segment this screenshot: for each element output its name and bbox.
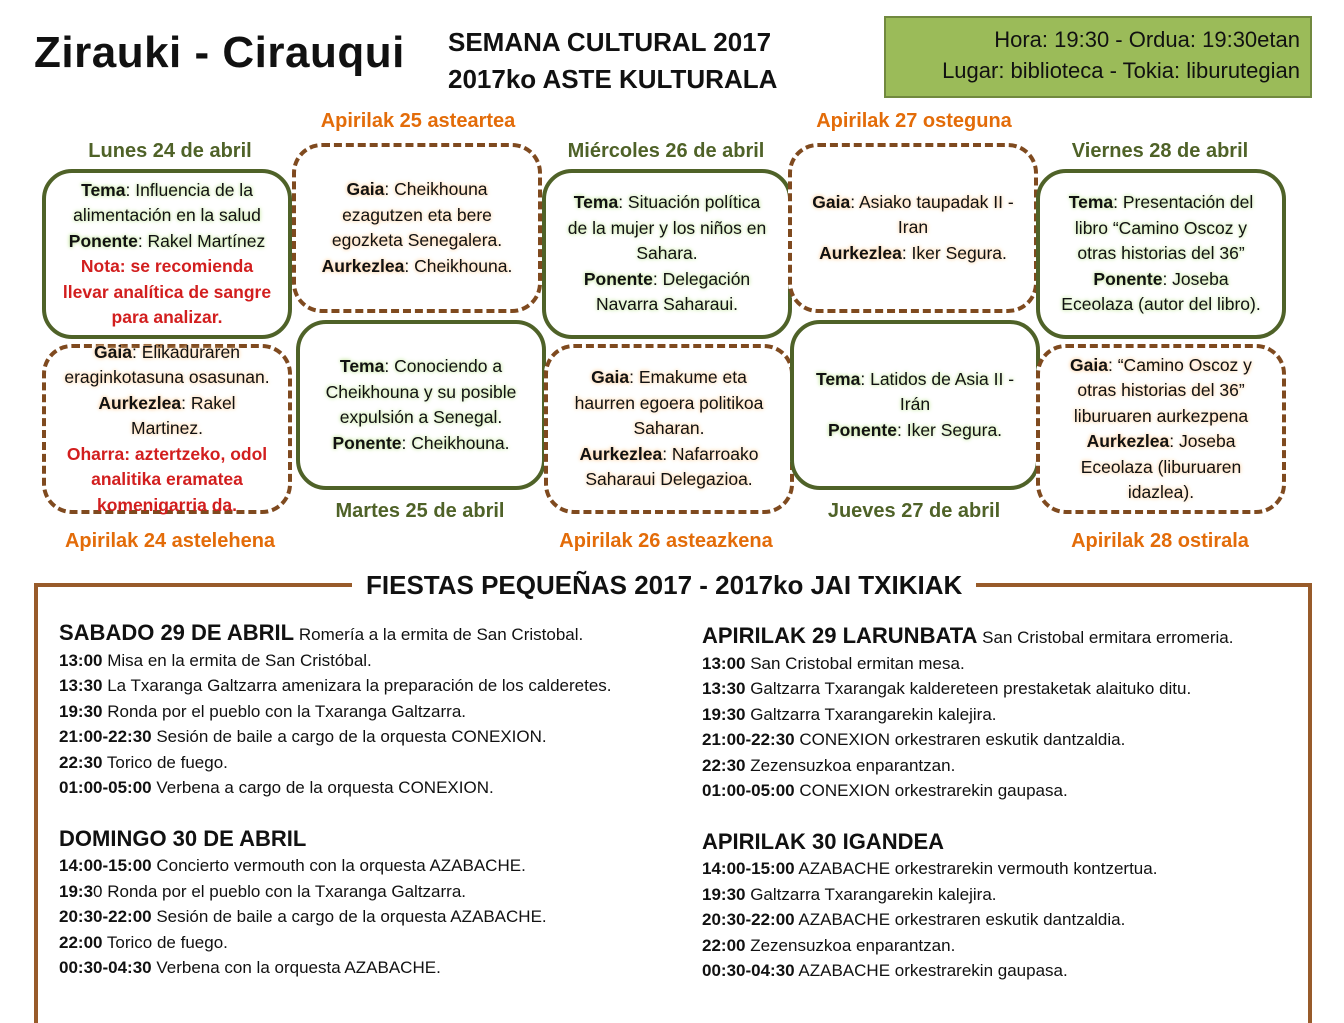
schedule-description: Torico de fuego. (102, 752, 228, 772)
day-heading: DOMINGO 30 DE ABRIL (59, 825, 307, 851)
schedule-time: 21:00-22:30 (702, 730, 795, 749)
topic-text: : Situación política de la mujer y los niños en Sahara. (567, 192, 767, 264)
topic-text: : Influencia de la alimentación en la salud (73, 179, 261, 225)
topic-key: Tema (81, 179, 126, 200)
day-intro: Romería a la ermita de San Cristobal. (294, 625, 584, 644)
speaker-text: : Delegación Navarra Saharaui. (595, 268, 751, 315)
speaker-key: Aurkezlea (579, 443, 663, 464)
schedule-time: 22:00 (702, 935, 746, 955)
schedule-description: Ronda por el pueblo con la Txaranga Galtzarra. (102, 701, 467, 721)
schedule-time: 01:00-05:00 (59, 778, 152, 797)
event-box-mon-es (42, 169, 292, 339)
note-text: Nota: se recomienda llevar analítica de sangre para analizar. (62, 256, 272, 327)
time-place-box (884, 16, 1312, 98)
fiestas-column-eu (702, 623, 1233, 984)
schedule-row (59, 853, 612, 879)
topic-key: Tema (1068, 192, 1114, 213)
schedule-list-es-sun (59, 853, 612, 981)
schedule-time: 19:30 (702, 704, 746, 724)
schedule-time: 19:3 (59, 881, 94, 901)
schedule-row (59, 904, 612, 930)
speaker-text: : Rakel Martinez. (131, 392, 236, 439)
speaker-key: Aurkezlea (819, 242, 902, 263)
schedule-time: 20:30-22:00 (59, 907, 152, 926)
speaker-key: Ponente (332, 432, 402, 453)
page-title: Zirauki - Cirauqui (34, 28, 405, 77)
schedule-row (702, 958, 1233, 984)
speaker-text: : Nafarroako Saharaui Delegazioa. (585, 443, 759, 490)
day-heading: APIRILAK 30 IGANDEA (702, 828, 945, 854)
schedule-description: Zezensuzkoa enparantzan. (745, 755, 956, 775)
schedule-description: San Cristobal ermitan mesa. (745, 653, 965, 673)
schedule-description: Zezensuzkoa enparantzan. (745, 935, 956, 955)
schedule-description: AZABACHE orkestrarekin gaupasa. (794, 961, 1068, 980)
topic-key: Tema (339, 356, 385, 376)
schedule-row (702, 882, 1233, 908)
schedule-row (59, 673, 612, 699)
schedule-description: Torico de fuego. (102, 932, 228, 952)
schedule-description: Galtzarra Txarangarekin kalejira. (745, 884, 997, 904)
speaker-text: : Cheikhouna. (401, 432, 510, 453)
schedule-row (59, 699, 612, 725)
topic-text: : Asiako taupadak II - Iran (850, 191, 1014, 238)
schedule-description: 0 Ronda por el pueblo con la Txaranga Galtzarra. (93, 881, 467, 901)
topic-text: : Latidos de Asia II - Irán (860, 368, 1015, 415)
speaker-text: : Iker Segura. (896, 419, 1003, 440)
schedule-time: 22:30 (59, 752, 103, 772)
topic-text: : Conociendo a Cheikhouna y su posible expulsión a Senegal. (325, 356, 517, 427)
schedule-list-eu-sun (702, 856, 1233, 984)
topic-text: : Elikaduraren eraginkotasuna osasunan. (64, 341, 270, 388)
schedule-time: 22:00 (59, 932, 103, 952)
schedule-row (702, 676, 1233, 702)
topic-key: Gaia (812, 191, 851, 212)
schedule-row (59, 930, 612, 956)
schedule-description: CONEXION orkestrarekin gaupasa. (794, 781, 1068, 800)
schedule-row (702, 778, 1233, 804)
week-title-eu: 2017ko ASTE KULTURALA (448, 64, 778, 94)
schedule-time: 19:30 (59, 701, 103, 721)
topic-key: Gaia (94, 341, 132, 362)
speaker-key: Ponente (68, 230, 138, 251)
schedule-description: Galtzarra Txarangak kaldereteen prestaketak alaituko ditu. (745, 679, 1192, 698)
day-label-fri-eu: Apirilak 28 ostirala (1071, 530, 1249, 552)
speaker-key: Aurkezlea (1086, 431, 1170, 451)
week-title-es: SEMANA CULTURAL 2017 (448, 27, 772, 57)
schedule-description: AZABACHE orkestraren eskutik dantzaldia. (794, 910, 1126, 929)
day-label-wed-eu: Apirilak 26 asteazkena (559, 530, 773, 552)
note-text: Oharra: aztertzeko, odol analitika eramatea komenigarria da. (66, 443, 268, 515)
schedule-time: 00:30-04:30 (59, 958, 152, 977)
day-label-mon-es: Lunes 24 de abril (88, 140, 252, 162)
schedule-time: 21:00-22:30 (59, 727, 152, 746)
topic-key: Gaia (1070, 354, 1108, 375)
event-box-fri-es (1036, 169, 1286, 339)
fiestas-title: FIESTAS PEQUEÑAS 2017 - 2017ko JAI TXIKIAK (352, 570, 976, 601)
schedule-row (702, 856, 1233, 882)
schedule-row (702, 702, 1233, 728)
topic-text: : “Camino Oscoz y otras historias del 36” liburuaren aurkezpena (1073, 354, 1252, 426)
topic-text: : Presentación del libro “Camino Oscoz y otras historias del 36” (1074, 192, 1254, 264)
schedule-time: 01:00-05:00 (702, 781, 795, 800)
schedule-row (702, 907, 1233, 933)
event-box-tue-es (296, 320, 546, 490)
topic-key: Gaia (346, 179, 385, 199)
schedule-description: Verbena con la orquesta AZABACHE. (151, 958, 441, 977)
schedule-list-es-sat (59, 648, 612, 801)
speaker-text: : Rakel Martínez (137, 230, 266, 251)
schedule-time: 20:30-22:00 (702, 910, 795, 929)
fiestas-column-es (59, 620, 612, 981)
schedule-row (59, 648, 612, 674)
schedule-description: CONEXION orkestraren eskutik dantzaldia. (794, 730, 1126, 749)
topic-key: Tema (815, 368, 861, 389)
topic-text: : Emakume eta haurren egoera politikoa Saharan. (574, 367, 764, 439)
day-label-thu-eu: Apirilak 27 osteguna (816, 110, 1012, 132)
schedule-description: Galtzarra Txarangarekin kalejira. (745, 704, 997, 724)
schedule-description: Misa en la ermita de San Cristóbal. (102, 650, 372, 670)
day-heading: APIRILAK 29 LARUNBATA (702, 623, 978, 648)
schedule-row (59, 750, 612, 776)
event-box-mon-eu (42, 341, 292, 515)
day-label-thu-es: Jueves 27 de abril (827, 500, 1001, 522)
speaker-text: : Cheikhouna. (404, 255, 513, 276)
day-label-tue-es: Martes 25 de abril (335, 500, 505, 522)
schedule-row (702, 727, 1233, 753)
schedule-time: 22:30 (702, 755, 746, 775)
schedule-time: 19:30 (702, 884, 746, 904)
topic-key: Gaia (591, 367, 630, 388)
topic-text: : Cheikhouna ezagutzen eta bere egozketa Senegalera. (331, 179, 503, 250)
schedule-description: La Txaranga Galtzarra amenizara la preparación de los calderetes. (102, 676, 612, 695)
event-box-thu-es (790, 320, 1040, 490)
schedule-time: 13:30 (702, 679, 746, 698)
schedule-time: 14:00-15:00 (59, 856, 152, 875)
day-heading: SABADO 29 DE ABRIL (59, 620, 295, 645)
day-label-fri-es: Viernes 28 de abril (1071, 140, 1249, 162)
speaker-text: : Joseba Eceolaza (liburuaren idazlea). (1080, 431, 1242, 502)
day-label-wed-es: Miércoles 26 de abril (567, 140, 765, 162)
schedule-row (59, 775, 612, 801)
event-box-fri-eu (1036, 344, 1286, 514)
schedule-time: 13:00 (702, 653, 746, 673)
speaker-text: : Joseba Eceolaza (autor del libro). (1061, 268, 1261, 315)
schedule-row (702, 753, 1233, 779)
event-box-tue-eu (292, 143, 542, 313)
speaker-key: Aurkezlea (321, 255, 405, 276)
schedule-description: Concierto vermouth con la orquesta AZABACHE. (151, 856, 526, 875)
schedule-time: 00:30-04:30 (702, 961, 795, 980)
schedule-row (59, 955, 612, 981)
schedule-description: Sesión de baile a cargo de la orquesta CONEXION. (151, 727, 547, 746)
speaker-key: Ponente (827, 419, 897, 440)
speaker-key: Ponente (1093, 268, 1163, 289)
schedule-description: Verbena a cargo de la orquesta CONEXION. (151, 778, 494, 797)
schedule-description: Sesión de baile a cargo de la orquesta AZABACHE. (151, 907, 547, 926)
day-label-tue-eu: Apirilak 25 asteartea (320, 110, 516, 132)
schedule-time: 14:00-15:00 (702, 859, 795, 878)
schedule-time: 13:00 (59, 650, 103, 670)
time-line: Hora: 19:30 - Ordua: 19:30etan (994, 27, 1300, 52)
speaker-key: Aurkezlea (98, 392, 182, 413)
event-box-wed-es (542, 169, 792, 339)
schedule-time: 13:30 (59, 676, 103, 695)
speaker-key: Ponente (583, 268, 653, 289)
topic-key: Tema (573, 192, 619, 213)
schedule-row (59, 724, 612, 750)
schedule-list-eu-sat (702, 651, 1233, 804)
schedule-description: AZABACHE orkestrarekin vermouth kontzertua. (794, 859, 1158, 878)
schedule-row (59, 879, 612, 905)
speaker-text: : Iker Segura. (901, 242, 1007, 263)
event-box-thu-eu (788, 143, 1038, 313)
event-box-wed-eu (544, 344, 794, 514)
day-label-mon-eu: Apirilak 24 astelehena (64, 530, 276, 552)
schedule-row (702, 651, 1233, 677)
day-intro: San Cristobal ermitara erromeria. (977, 628, 1234, 647)
place-line: Lugar: biblioteca - Tokia: liburutegian (942, 58, 1300, 83)
schedule-row (702, 933, 1233, 959)
